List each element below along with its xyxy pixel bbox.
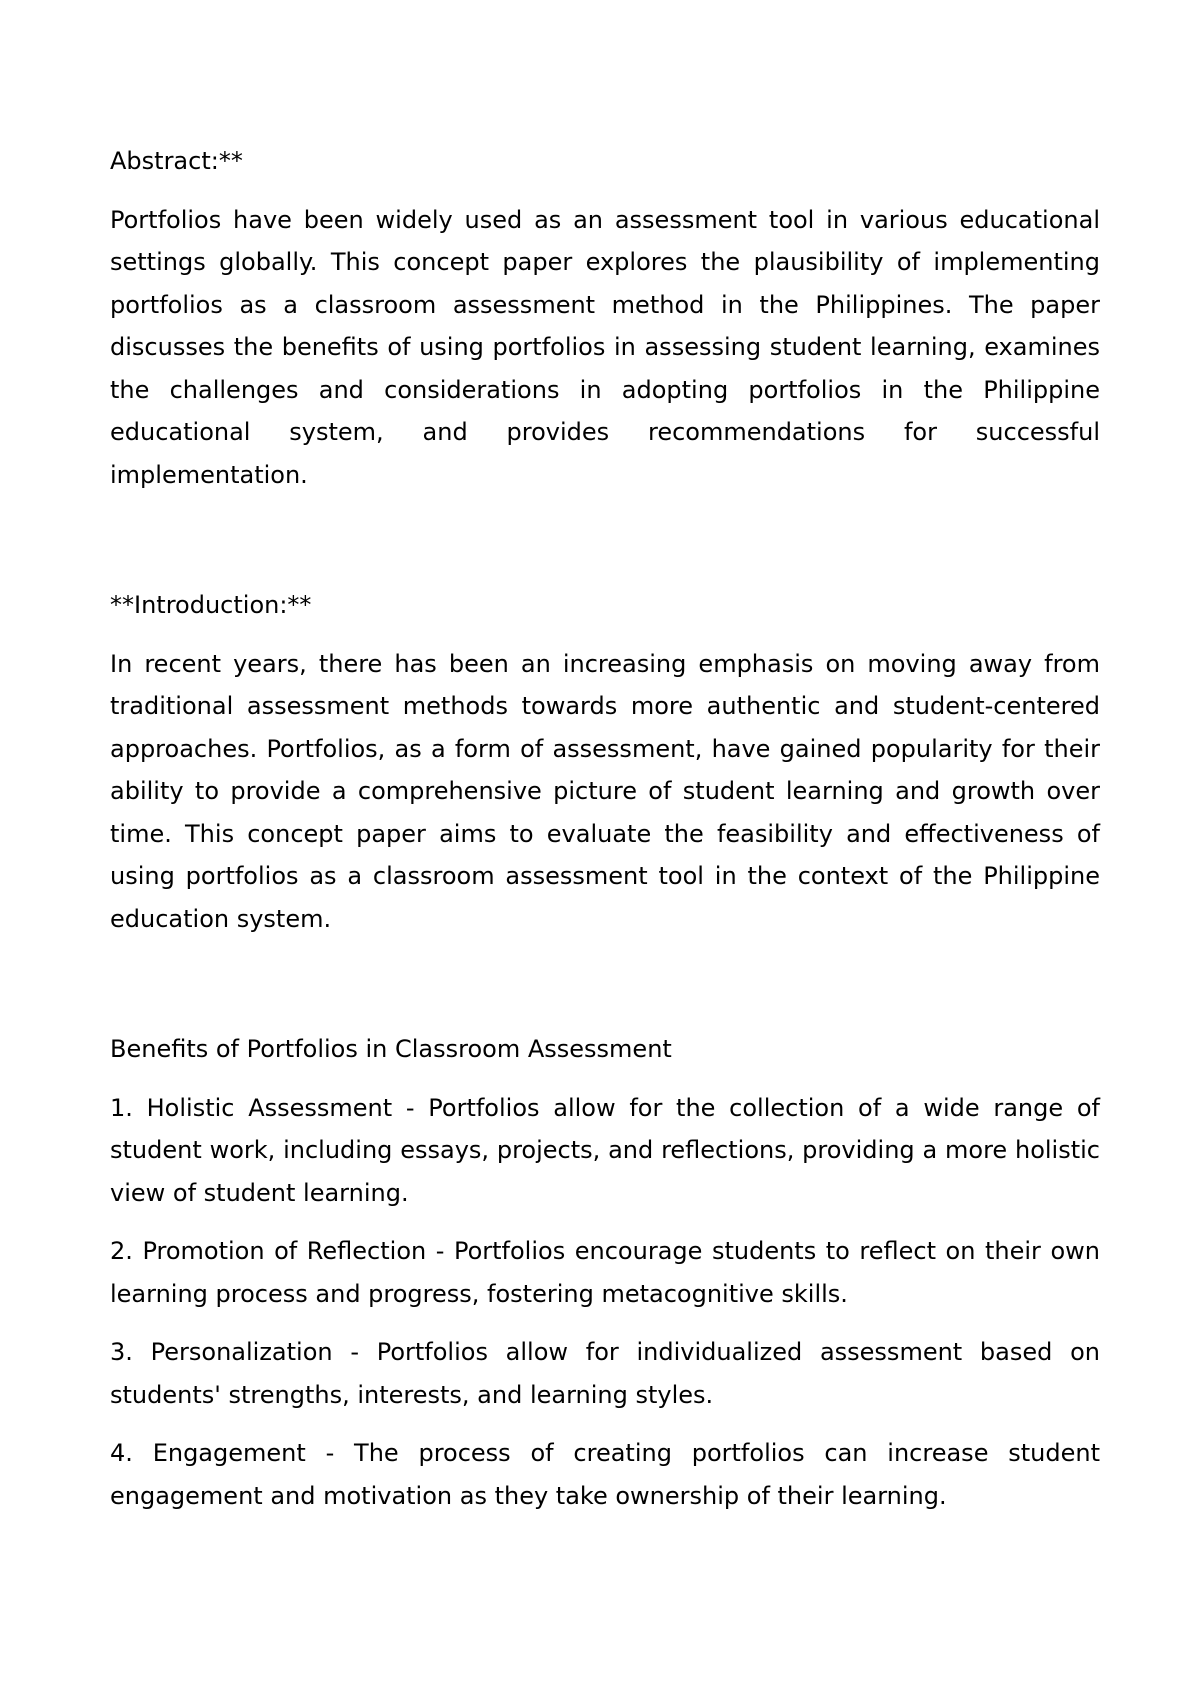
abstract-heading: Abstract:**: [110, 147, 243, 175]
introduction-heading: **Introduction:**: [110, 591, 312, 619]
section-spacer: [110, 512, 1100, 584]
benefit-item-engagement: 4. Engagement - The process of creating portfolios can increase student engagement and motivation as they take ownership of their learning.: [110, 1439, 1100, 1510]
benefit-item-holistic: 1. Holistic Assessment - Portfolios allow for the collection of a wide range of student work, including essays, projects, and reflections, providing a more holistic view of student learning.: [110, 1093, 1100, 1207]
benefit-item-reflection: 2. Promotion of Reflection - Portfolios encourage students to reflect on their own learning process and progress, fostering metacognitive skills.: [110, 1237, 1100, 1308]
benefits-heading: Benefits of Portfolios in Classroom Assessment: [110, 1035, 672, 1063]
section-spacer: [110, 956, 1100, 1028]
benefit-item-personalization: 3. Personalization - Portfolios allow for individualized assessment based on students' strengths, interests, and learning styles.: [110, 1338, 1100, 1409]
abstract-body: Portfolios have been widely used as an assessment tool in various educational settings globally. This concept paper explores the plausibility of implementing portfolios as a classroom assessment method in the Philippines. The paper discusses the benefits of using portfolios in assessing student learning, examines the challenges and considerations in adopting portfolios in the Philippine educational system, and provides recommendations for successful implementation.: [110, 205, 1100, 489]
introduction-body: In recent years, there has been an increasing emphasis on moving away from traditional assessment methods towards more authentic and student-centered approaches. Portfolios, as a form of assessment, have gained popularity for their ability to provide a comprehensive picture of student learning and growth over time. This concept paper aims to evaluate the feasibility and effectiveness of using portfolios as a classroom assessment tool in the context of the Philippine education system.: [110, 649, 1100, 933]
document-page: [110, 140, 1100, 1533]
